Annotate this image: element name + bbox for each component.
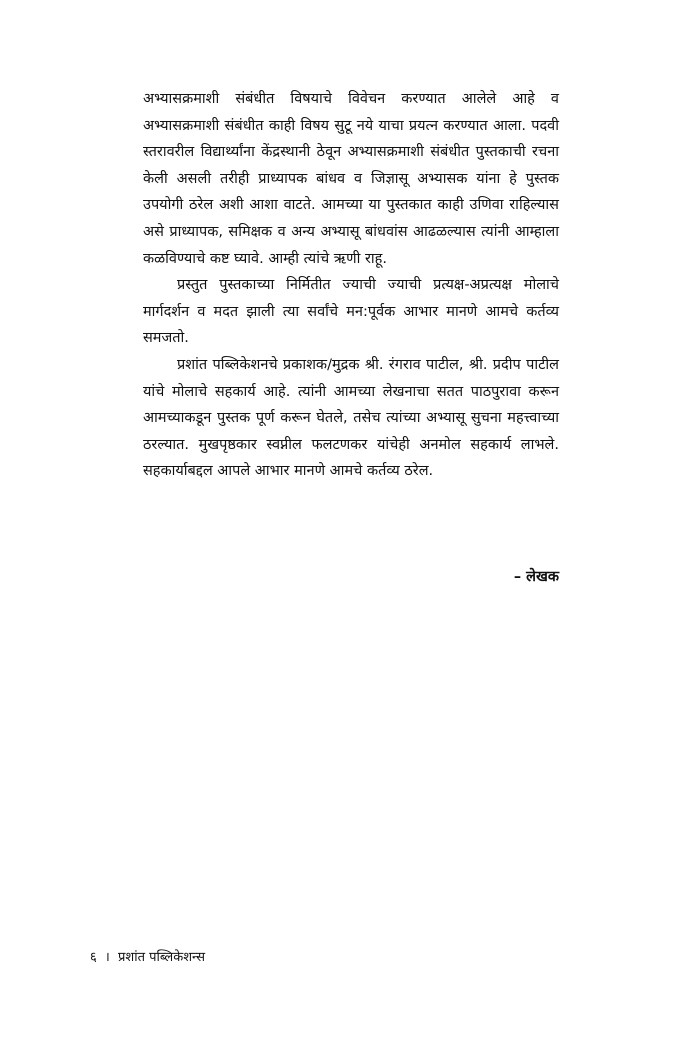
preface-paragraph-1: अभ्यासक्रमाशी संबंधीत विषयाचे विवेचन करण्यात आलेले आहे व अभ्यासक्रमाशी संबंधीत काही विषय सुटू नये याचा प्रयत्न करण्यात आला. पदवी स्तरावरील विद्यार्थ्यांना केंद्रस्थानी ठेवून अभ्यासक्रमाशी संबंधीत पुस्तकाची रचना केली असली तरीही प्राध्यापक बांधव व जिज्ञासू अभ्यासक यांना हे पुस्तक उपयोगी ठरेल अशी आशा वाटते. आमच्या या पुस्तकात काही उणिवा राहिल्यास असे प्राध्यापक, समिक्षक व अन्य अभ्यासू बांधवांस आढळल्यास त्यांनी आम्हाला कळविण्याचे कष्ट घ्यावे. आम्ही त्यांचे ऋणी राहू. [143,91,559,267]
footer-separator: । [104,950,110,965]
preface-paragraph-3: प्रशांत पब्लिकेशनचे प्रकाशक/मुद्रक श्री. रंगराव पाटील, श्री. प्रदीप पाटील यांचे मोलाचे सहकार्य आहे. त्यांनी आमच्या लेखनाचा सतत पाठपुरावा करून आमच्याकडून पुस्तक पूर्ण करून घेतले, तसेच त्यांच्या अभ्यासू सुचना महत्त्वाच्या ठरल्यात. मुखपृष्ठकार स्वप्नील फलटणकर यांचेही अनमोल सहकार्य लाभले. सहकार्याबद्दल आपले आभार मानणे आमचे कर्तव्य ठरेल. [143,356,559,480]
page-footer [90,949,205,967]
preface-paragraph-2: प्रस्तुत पुस्तकाच्या निर्मितीत ज्याची ज्याची प्रत्यक्ष-अप्रत्यक्ष मोलाचे मार्गदर्शन व मदत झाली त्या सर्वांचे मन:पूर्वक आभार मानणे आमचे कर्तव्य समजतो. [143,277,559,347]
author-signature: – लेखक [513,569,559,585]
preface-body [143,86,559,485]
page-number: ६ [90,950,97,965]
publisher-name: प्रशांत पब्लिकेशन्स [117,950,206,965]
